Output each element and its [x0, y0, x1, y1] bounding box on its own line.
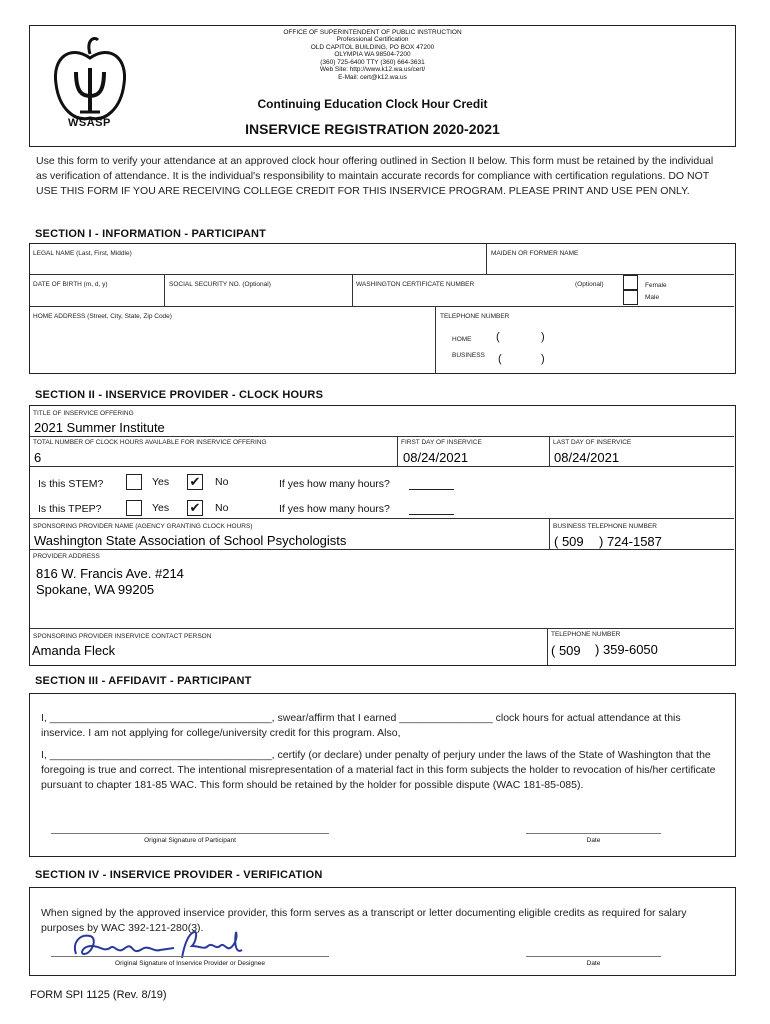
section1-box — [29, 243, 736, 374]
cert-number-label: WASHINGTON CERTIFICATE NUMBER — [356, 281, 475, 288]
contact-phone-number[interactable]: ) 359-6050 — [595, 642, 658, 657]
maiden-name-field[interactable] — [490, 258, 730, 273]
office-line: OFFICE OF SUPERINTENDENT OF PUBLIC INSTRUCTION — [283, 29, 462, 36]
business-phone-area[interactable]: ( 509 — [554, 534, 584, 549]
affidavit-paragraph-2: I, ______________________________________, certify (or declare) under penalty of perjury under the laws of the State of Washington that the foregoing is true and correct. The intentional misrepresentation of a material fact in this form subjects the holder to revocation of his/her certificate pursuant to chapter 181-85 WAC. This form should be retained by the holder for possible dispute (WAC 181-85-085). — [41, 749, 716, 791]
stem-question: Is this STEM? — [38, 478, 104, 490]
affidavit-paragraph-1: I, ______________________________________, swear/affirm that I earned ________________ clock hours for actual attendance at this inservice. I am not applying for college/university credit for this program. Also, — [41, 712, 681, 739]
offering-title-label: TITLE OF INSERVICE OFFERING — [33, 410, 134, 417]
home-address-field[interactable] — [32, 322, 430, 370]
provider-signature-image — [70, 928, 250, 964]
participant-signature-label: Original Signature of Participant — [144, 837, 236, 844]
provider-signature-line[interactable] — [51, 956, 329, 957]
sponsor-name-field[interactable]: Washington State Association of School Psychologists — [34, 533, 347, 548]
legal-name-label: LEGAL NAME (Last, First, Middle) — [33, 250, 132, 257]
provider-address-line2[interactable]: Spokane, WA 99205 — [36, 582, 155, 597]
business-telephone-label: BUSINESS TELEPHONE NUMBER — [553, 523, 657, 530]
verification-paragraph: When signed by the approved inservice provider, this form serves as a transcript or letter documenting eligible credits as required for salary purposes by WAC 392-121-280(3). — [41, 907, 687, 934]
participant-date-label: Date — [586, 837, 601, 844]
intro-paragraph: Use this form to verify your attendance at an approved clock hour offering outlined in Section II below. This form must be retained by the individual as verification of attendance. It is the individual's responsibility to maintain accurate records for compliance with certification regulations. DO NOT USE THIS FORM IF YOU ARE RECEIVING COLLEGE CREDIT FOR THIS INSERVICE PROGRAM. PLEASE PRINT AND USE PEN ONLY. — [36, 155, 714, 197]
provider-date-label: Date — [586, 960, 601, 967]
contact-person-field[interactable]: Amanda Fleck — [32, 643, 116, 658]
stem-no-checkbox[interactable]: ✔ — [187, 474, 203, 490]
stem-no-label: No — [215, 476, 229, 488]
female-label: Female — [645, 282, 667, 289]
contact-person-label: SPONSORING PROVIDER INSERVICE CONTACT PERSON — [33, 633, 212, 640]
ssn-field[interactable] — [168, 289, 348, 304]
logo-text: WSASP — [68, 117, 111, 129]
provider-address-line1[interactable]: 816 W. Francis Ave. #214 — [36, 566, 184, 581]
home-phone-paren-close: ) — [541, 331, 545, 343]
provider-signature-label: Original Signature of Inservice Provider or Designee — [115, 960, 265, 967]
female-checkbox[interactable] — [623, 275, 638, 290]
telephone-label: TELEPHONE NUMBER — [440, 313, 510, 320]
business-phone-paren-close: ) — [541, 353, 545, 365]
participant-signature-line[interactable] — [51, 833, 329, 834]
last-day-label: LAST DAY OF INSERVICE — [553, 439, 632, 446]
maiden-name-label: MAIDEN OR FORMER NAME — [491, 250, 579, 257]
home-phone-label: HOME — [452, 336, 472, 343]
provider-address-label: PROVIDER ADDRESS — [33, 553, 100, 560]
tpep-yes-checkbox[interactable] — [126, 500, 142, 516]
first-day-field[interactable]: 08/24/2021 — [403, 450, 469, 465]
cert-number-field[interactable] — [355, 289, 565, 304]
office-address-block — [230, 29, 515, 81]
section2-box — [29, 405, 736, 666]
office-line: Professional Certification — [336, 36, 409, 44]
section4-box — [29, 887, 736, 976]
last-day-field[interactable]: 08/24/2021 — [554, 450, 620, 465]
home-phone-paren-open: ( — [496, 331, 500, 343]
stem-hours-field[interactable] — [409, 489, 454, 490]
office-line: Web Site: http://www.k12.wa.us/cert/ — [319, 66, 426, 74]
business-phone-field[interactable] — [504, 350, 729, 365]
stem-yes-checkbox[interactable] — [126, 474, 142, 490]
tpep-no-label: No — [215, 502, 229, 514]
form-id-footer: FORM SPI 1125 (Rev. 8/19) — [30, 989, 167, 1001]
section3-box — [29, 693, 736, 857]
optional-label: (Optional) — [575, 281, 604, 288]
office-line: E-Mail: cert@k12.wa.us — [338, 73, 407, 81]
business-phone-number[interactable]: ) 724-1587 — [599, 534, 662, 549]
section1-title: SECTION I - INFORMATION - PARTICIPANT — [35, 228, 267, 240]
male-checkbox[interactable] — [623, 290, 638, 305]
header-box — [29, 25, 736, 147]
sponsor-name-label: SPONSORING PROVIDER NAME (AGENCY GRANTING CLOCK HOURS) — [33, 523, 253, 530]
legal-name-field[interactable] — [32, 258, 482, 273]
tpep-hours-field[interactable] — [409, 514, 454, 515]
offering-title-field[interactable]: 2021 Summer Institute — [34, 420, 165, 435]
form-subtitle: Continuing Education Clock Hour Credit — [257, 97, 488, 111]
contact-phone-area[interactable]: ( 509 — [551, 643, 581, 658]
first-day-label: FIRST DAY OF INSERVICE — [401, 439, 482, 446]
ssn-label: SOCIAL SECURITY NO. (Optional) — [169, 281, 271, 288]
stem-yes-label: Yes — [152, 476, 170, 488]
dob-field[interactable] — [32, 289, 160, 304]
provider-date-line[interactable] — [526, 956, 661, 957]
dob-label: DATE OF BIRTH (m, d, y) — [33, 281, 108, 288]
contact-telephone-label: TELEPHONE NUMBER — [551, 631, 621, 638]
section3-title: SECTION III - AFFIDAVIT - PARTICIPANT — [35, 675, 252, 687]
tpep-no-checkbox[interactable]: ✔ — [187, 500, 203, 516]
section4-title: SECTION IV - INSERVICE PROVIDER - VERIFICATION — [35, 869, 323, 881]
business-phone-label: BUSINESS — [452, 352, 485, 359]
tpep-hours-question: If yes how many hours? — [279, 503, 390, 515]
stem-hours-question: If yes how many hours? — [279, 478, 390, 490]
home-address-label: HOME ADDRESS (Street, City, State, Zip Code) — [33, 313, 172, 320]
business-phone-paren-open: ( — [498, 353, 502, 365]
total-hours-label: TOTAL NUMBER OF CLOCK HOURS AVAILABLE FOR INSERVICE OFFERING — [33, 439, 267, 446]
male-label: Male — [645, 294, 660, 301]
home-phone-field[interactable] — [504, 330, 729, 345]
form-title: INSERVICE REGISTRATION 2020-2021 — [245, 121, 500, 137]
office-line: OLYMPIA WA 98504-7200 — [334, 51, 411, 59]
participant-date-line[interactable] — [526, 833, 661, 834]
tpep-yes-label: Yes — [152, 502, 170, 514]
office-line: (360) 725-6400 TTY (360) 664-3631 — [320, 58, 425, 66]
section2-title: SECTION II - INSERVICE PROVIDER - CLOCK HOURS — [35, 389, 324, 401]
tpep-question: Is this TPEP? — [38, 503, 102, 515]
office-line: OLD CAPITOL BUILDING, PO BOX 47200 — [310, 43, 435, 51]
total-hours-field[interactable]: 6 — [34, 450, 42, 465]
